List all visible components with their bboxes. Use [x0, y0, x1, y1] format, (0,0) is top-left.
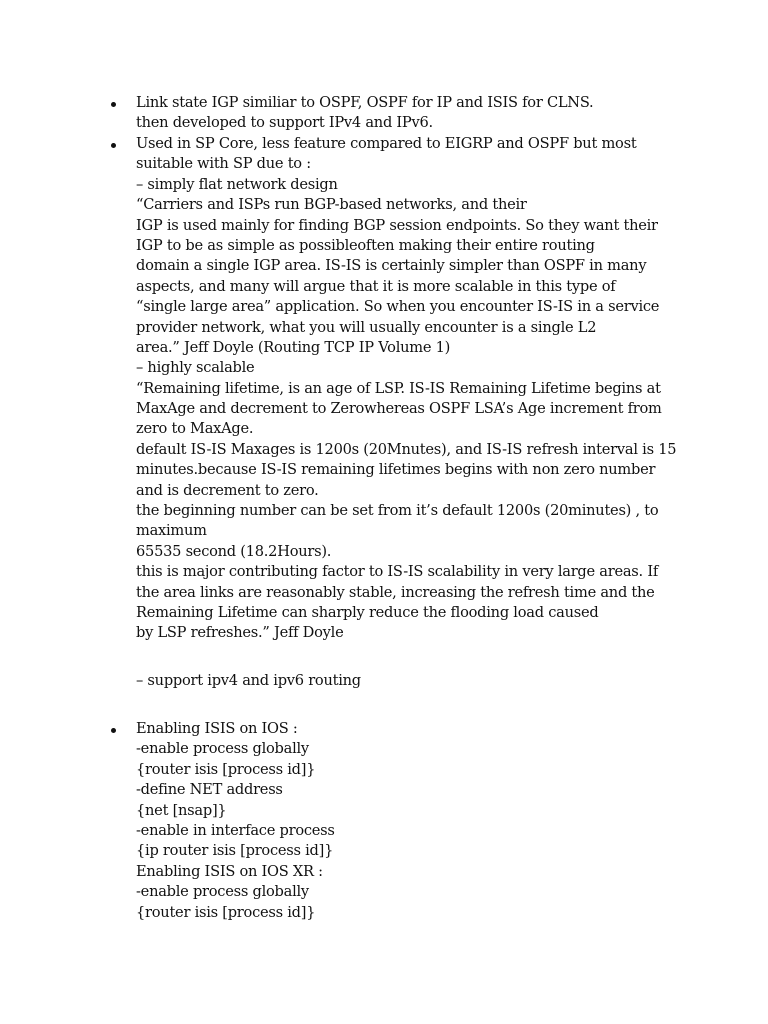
paragraph-gap — [136, 644, 676, 671]
text-line: area.” Jeff Doyle (Routing TCP IP Volume 1) — [136, 338, 451, 356]
text-line: Enabling ISIS on IOS XR : — [136, 862, 323, 880]
text-line: -define NET address — [136, 781, 283, 799]
text-line: {net [nsap]} — [136, 801, 227, 819]
text-line: this is major contributing factor to IS-IS scalability in very large areas. If — [136, 563, 658, 581]
text-line: IGP to be as simple as possibleoften making their entire routing — [136, 236, 595, 254]
text-line: Used in SP Core, less feature compared to EIGRP and OSPF but most — [136, 135, 637, 152]
text-line: default IS-IS Maxages is 1200s (20Mnutes), and IS-IS refresh interval is 15 — [136, 440, 677, 458]
text-line: provider network, what you will usually encounter is a single L2 — [136, 318, 597, 336]
bullet-dot-icon — [111, 728, 116, 733]
text-line: the beginning number can be set from it’s default 1200s (20minutes) , to — [136, 502, 659, 520]
text-line: aspects, and many will argue that it is more scalable in this type of — [136, 277, 616, 295]
text-line: {ip router isis [process id]} — [136, 842, 334, 860]
text-line: {router isis [process id]} — [136, 903, 316, 921]
text-line: “single large area” application. So when you encounter IS-IS in a service — [136, 298, 660, 316]
text-line: the area links are reasonably stable, increasing the refresh time and the — [136, 583, 655, 601]
text-line: minutes.because IS-IS remaining lifetimes begins with non zero number — [136, 461, 656, 479]
text-line: maximum — [136, 522, 207, 540]
text-line: then developed to support IPv4 and IPv6. — [136, 114, 433, 132]
text-line: – support ipv4 and ipv6 routing — [136, 671, 361, 689]
bullet-dot-icon — [111, 102, 116, 107]
bullet-item-sp-core — [136, 134, 676, 691]
bullet-item-isis-overview — [136, 93, 676, 134]
text-line: Remaining Lifetime can sharply reduce the flooding load caused — [136, 603, 599, 621]
text-line: Enabling ISIS on IOS : — [136, 720, 298, 737]
text-line: MaxAge and decrement to Zerowhereas OSPF LSA’s Age increment from — [136, 400, 662, 418]
bullet-item-enabling-isis — [136, 719, 676, 923]
text-line: -enable in interface process — [136, 821, 335, 839]
text-line: Link state IGP similiar to OSPF, OSPF for IP and ISIS for CLNS. — [136, 94, 594, 111]
bullet-dot-icon — [111, 143, 116, 148]
text-line: -enable process globally — [136, 740, 309, 758]
text-line: -enable process globally — [136, 883, 309, 901]
text-line: 65535 second (18.2Hours). — [136, 542, 332, 560]
text-line: zero to MaxAge. — [136, 420, 254, 438]
text-line: suitable with SP due to : — [136, 155, 311, 173]
text-line: {router isis [process id]} — [136, 760, 316, 778]
text-line: and is decrement to zero. — [136, 481, 319, 499]
text-line: “Remaining lifetime, is an age of LSP. IS-IS Remaining Lifetime begins at — [136, 379, 661, 397]
text-line: – simply flat network design — [136, 175, 338, 193]
text-line: – highly scalable — [136, 359, 255, 377]
text-line: IGP is used mainly for finding BGP session endpoints. So they want their — [136, 216, 658, 234]
text-line: domain a single IGP area. IS-IS is certainly simpler than OSPF in many — [136, 257, 647, 275]
text-line: by LSP refreshes.” Jeff Doyle — [136, 624, 344, 642]
text-line: “Carriers and ISPs run BGP-based networks, and their — [136, 196, 527, 214]
